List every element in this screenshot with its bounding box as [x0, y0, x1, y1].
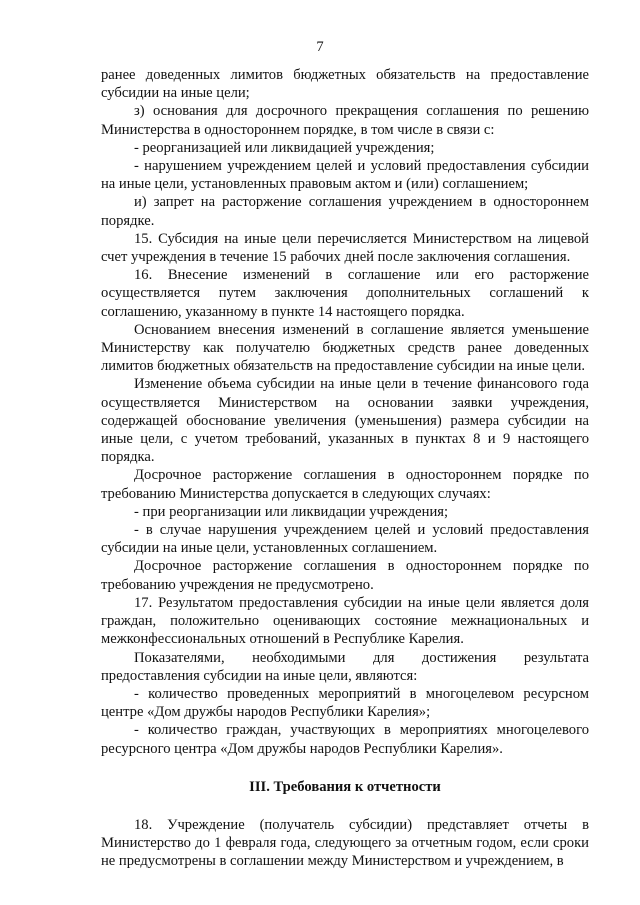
- list-item: - реорганизацией или ликвидацией учреждения;: [134, 139, 435, 156]
- list-item: - количество граждан, участвующих в мероприятиях многоцелевого ресурсного центра «Дом дружбы народов Республики Карелия».: [101, 722, 589, 757]
- paragraph: Основанием внесения изменений в соглашение является уменьшение Министерству как получателю бюджетных средств ранее доведенных лимитов бюджетных обязательств на предоставление субсидии на иные цели.: [101, 321, 589, 375]
- paragraph: 18. Учреждение (получатель субсидии) представляет отчеты в Министерство до 1 февраля года, следующего за отчетным годом, если сроки не предусмотрены в соглашении между Министерством и учреждением, в: [101, 816, 589, 870]
- paragraph: 15. Субсидия на иные цели перечисляется Министерством на лицевой счет учреждения в течение 15 рабочих дней после заключения соглашения.: [101, 230, 589, 266]
- paragraph: з) основания для досрочного прекращения соглашения по решению Министерства в одностороннем порядке, в том числе в связи с:: [101, 103, 589, 138]
- list-item: - в случае нарушения учреждением целей и условий предоставления субсидии на иные цели, установленных соглашением.: [101, 522, 589, 557]
- paragraph: Досрочное расторжение соглашения в одностороннем порядке по требованию Министерства допускается в следующих случаях:: [101, 467, 589, 502]
- list-item: - нарушением учреждением целей и условий предоставления субсидии на иные цели, установленных правовым актом и (или) соглашением;: [101, 158, 589, 193]
- paragraph: Изменение объема субсидии на иные цели в течение финансового года осуществляется Министерством на основании заявки учреждения, содержащей обоснование увеличения (уменьшения) размера субсидии на иные цели, с учетом требований, указанных в пунктах 8 и 9 настоящего порядка.: [101, 376, 589, 466]
- list-item: - при реорганизации или ликвидации учреждения;: [134, 503, 449, 520]
- document-body: [101, 66, 589, 871]
- page-number: 7: [316, 39, 324, 55]
- list-item: - количество проведенных мероприятий в многоцелевом ресурсном центре «Дом дружбы народов Республики Карелия»;: [101, 685, 589, 721]
- paragraph: 16. Внесение изменений в соглашение или его расторжение осуществляется путем заключения дополнительных соглашений к соглашению, указанному в пункте 14 настоящего порядка.: [101, 267, 589, 320]
- paragraph: Досрочное расторжение соглашения в одностороннем порядке по требованию учреждения не предусмотрено.: [101, 558, 589, 593]
- paragraph: Показателями, необходимыми для достижения результата предоставления субсидии на иные цели, являются:: [101, 649, 589, 684]
- paragraph: 17. Результатом предоставления субсидии на иные цели является доля граждан, положительно оценивающих состояние межнациональных и межконфессиональных отношений в Республике Карелия.: [101, 594, 589, 648]
- paragraph: и) запрет на расторжение соглашения учреждением в одностороннем порядке.: [101, 194, 589, 229]
- section-heading: III. Требования к отчетности: [249, 778, 441, 795]
- paragraph: ранее доведенных лимитов бюджетных обязательств на предоставление субсидии на иные цели;: [101, 67, 589, 102]
